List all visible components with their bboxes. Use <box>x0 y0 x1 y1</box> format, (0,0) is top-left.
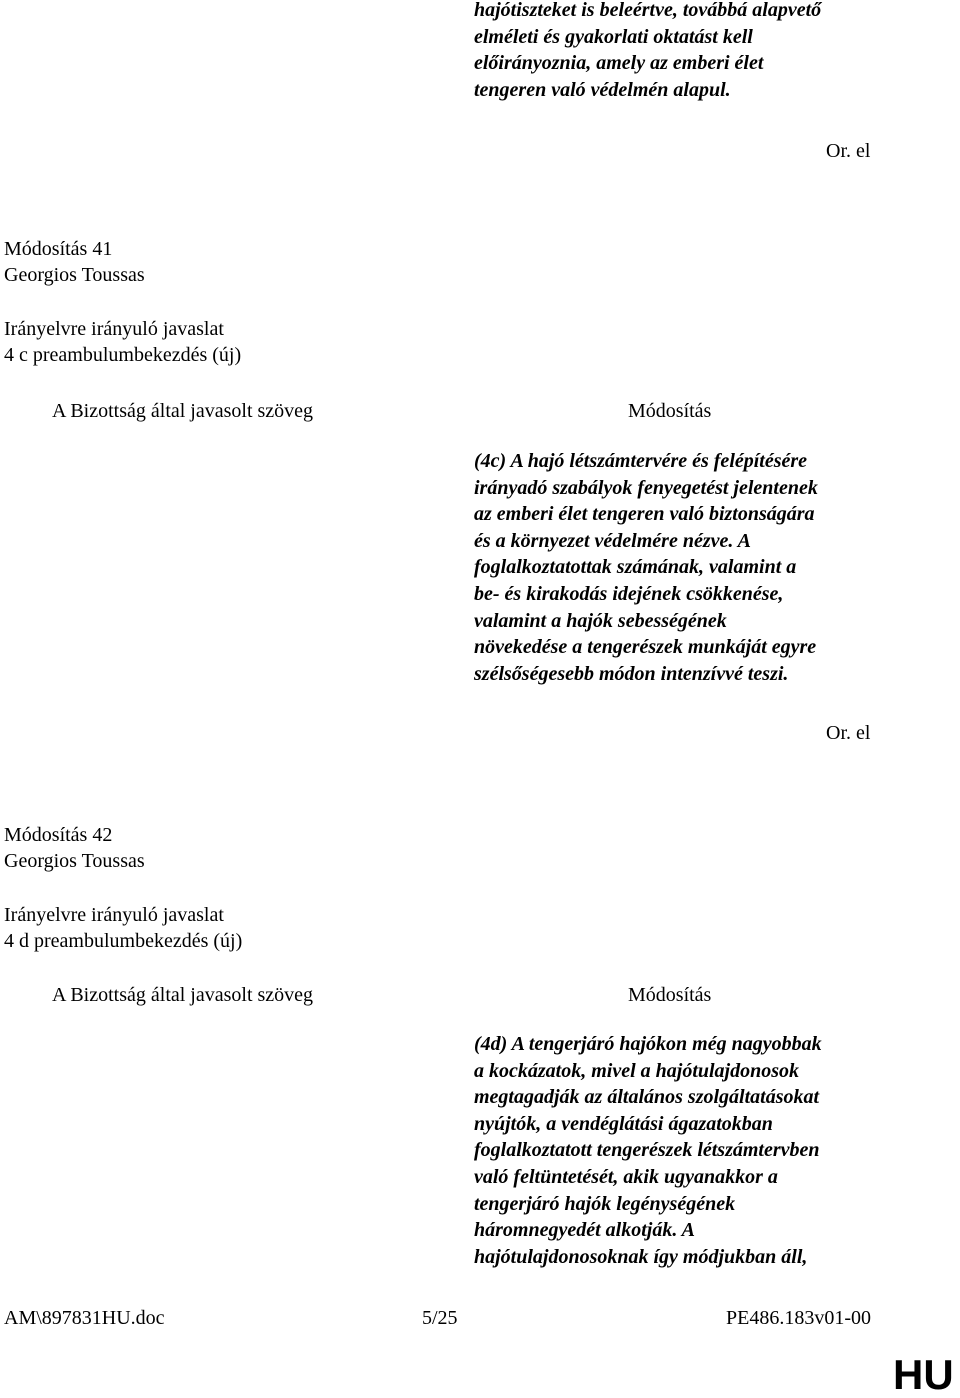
amended-text <box>474 448 818 687</box>
text-line: az emberi élet tengeren való biztonságára <box>474 503 815 526</box>
text-line: való feltüntetését, akik ugyanakkor a <box>474 1165 778 1188</box>
continued-paragraph <box>474 0 821 103</box>
text-line: tengeren való védelmén alapul. <box>474 78 731 101</box>
provision-reference: 4 c preambulumbekezdés (új) <box>4 344 242 366</box>
amendment-number: Módosítás 41 <box>4 238 113 260</box>
text-line: hajótiszteket is beleértve, továbbá alapvető <box>474 0 822 21</box>
document-type: Irányelvre irányuló javaslat <box>4 904 224 926</box>
text-line: növekedése a tengerészek munkáját egyre <box>474 636 817 659</box>
amended-text <box>474 1031 822 1270</box>
text-line: tengerjáró hajók legénységének <box>474 1192 736 1215</box>
amendment-reference <box>4 316 241 368</box>
original-language: Or. el <box>826 140 871 162</box>
text-line: irányadó szabályok fenyegetést jelentenek <box>474 476 818 499</box>
footer-pe-reference: PE486.183v01-00 <box>726 1307 871 1329</box>
column-header-commission: A Bizottság által javasolt szöveg <box>52 984 314 1006</box>
text-line: foglalkoztatott tengerészek létszámtervben <box>474 1139 820 1162</box>
document-type: Irányelvre irányuló javaslat <box>4 318 224 340</box>
text-line: és a környezet védelmére nézve. A <box>474 529 751 552</box>
footer-page-number: 5/25 <box>422 1307 458 1329</box>
text-line: nyújtók, a vendéglátási ágazatokban <box>474 1112 773 1135</box>
amendment-author: Georgios Toussas <box>4 850 145 872</box>
text-line: szélsőségesebb módon intenzívvé teszi. <box>474 662 789 685</box>
text-line: háromnegyedét alkotják. A <box>474 1219 695 1242</box>
text-line: elméleti és gyakorlati oktatást kell <box>474 25 753 48</box>
text-line: a kockázatok, mivel a hajótulajdonosok <box>474 1059 800 1082</box>
text-line: előirányoznia, amely az emberi élet <box>474 52 764 75</box>
text-line: (4c) A hajó létszámtervére és felépítésére <box>474 450 808 472</box>
amendment-author: Georgios Toussas <box>4 264 145 286</box>
text-line: (4d) A tengerjáró hajókon még nagyobbak <box>474 1033 822 1055</box>
column-header-amendment: Módosítás <box>628 400 712 422</box>
column-header-amendment: Módosítás <box>628 984 712 1006</box>
original-language: Or. el <box>826 722 871 744</box>
text-line: be- és kirakodás idejének csökkenése, <box>474 582 784 605</box>
amendment-reference <box>4 902 242 954</box>
amendment-header <box>4 236 145 288</box>
text-line: hajótulajdonosoknak így módjukban áll, <box>474 1245 808 1268</box>
text-line: valamint a hajók sebességének <box>474 609 727 632</box>
amendment-header <box>4 822 145 874</box>
column-header-commission: A Bizottság által javasolt szöveg <box>52 400 314 422</box>
provision-reference: 4 d preambulumbekezdés (új) <box>4 930 243 952</box>
footer-language-code: HU <box>893 1351 954 1398</box>
text-line: megtagadják az általános szolgáltatásokat <box>474 1086 820 1109</box>
text-line: foglalkoztatottak számának, valamint a <box>474 556 797 579</box>
footer-document-reference: AM\897831HU.doc <box>4 1307 165 1329</box>
amendment-number: Módosítás 42 <box>4 824 113 846</box>
